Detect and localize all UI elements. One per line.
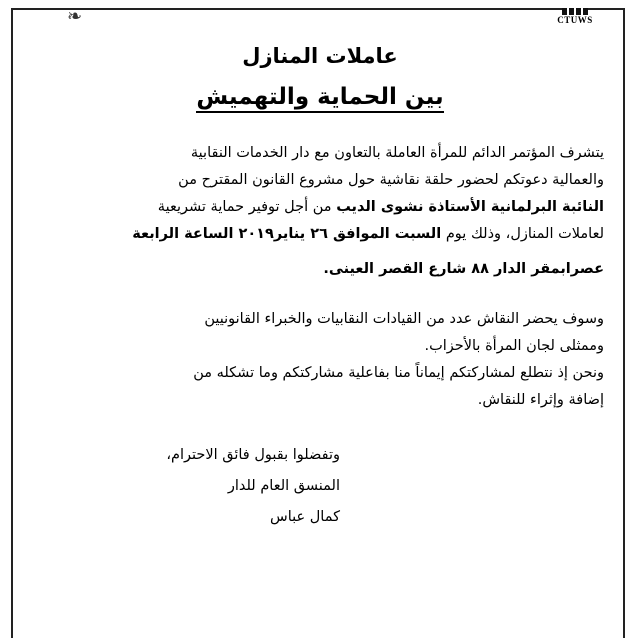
participation-line-1: ونحن إذ نتطلع لمشاركتكم إيماناً منا بفاعلية مشاركتكم وما تشكله من (193, 365, 604, 381)
closing-block (150, 440, 340, 533)
signer-name: كمال عباس (270, 509, 340, 525)
document-subtitle (0, 84, 640, 110)
participation-line-2: إضافة وإثراء للنقاش. (477, 392, 604, 408)
top-border (13, 8, 623, 10)
attendees-line-1: وسوف يحضر النقاش عدد من القيادات النقابيات والخبراء القانونيين (204, 311, 604, 327)
invitation-paragraph (40, 140, 604, 283)
logo-text: CTUWS (557, 15, 593, 25)
event-date-time: السبت الموافق ٢٦ يناير٢٠١٩ الساعة الرابعة (132, 226, 442, 242)
logo-mark-icon (562, 8, 588, 15)
document-title: عاملات المنازل (242, 44, 398, 68)
invitation-line-4 (40, 221, 604, 248)
attendees-line-2: وممثلى لجان المرأة بالأحزاب. (424, 338, 604, 354)
signer-title: المنسق العام للدار (227, 478, 340, 494)
attendees-paragraph (40, 306, 604, 360)
document-subtitle-text: بين الحماية والتهميش (196, 84, 443, 113)
invitation-line-4-start: لعاملات المنازل، وذلك يوم (441, 226, 604, 242)
closing-regards: وتفضلوا بقبول فائق الاحترام، (166, 447, 340, 463)
event-location: عصرابمقر الدار ٨٨ شارع القصر العينى. (323, 261, 604, 277)
ornament-icon: ❧ (67, 6, 83, 27)
participation-paragraph (40, 360, 604, 414)
ctuws-logo (553, 8, 597, 26)
invitation-line-3-rest: من أجل توفير حماية تشريعية (157, 199, 337, 215)
invitation-line-3 (40, 194, 604, 221)
invitation-line-1: يتشرف المؤتمر الدائم للمرأة العاملة بالتعاون مع دار الخدمات النقابية (190, 145, 604, 161)
invitation-line-2: والعمالية دعوتكم لحضور حلقة نقاشية حول مشروع القانون المقترح من (178, 172, 604, 188)
mp-name: النائبة البرلمانية الأستاذة نشوى الديب (336, 199, 604, 215)
